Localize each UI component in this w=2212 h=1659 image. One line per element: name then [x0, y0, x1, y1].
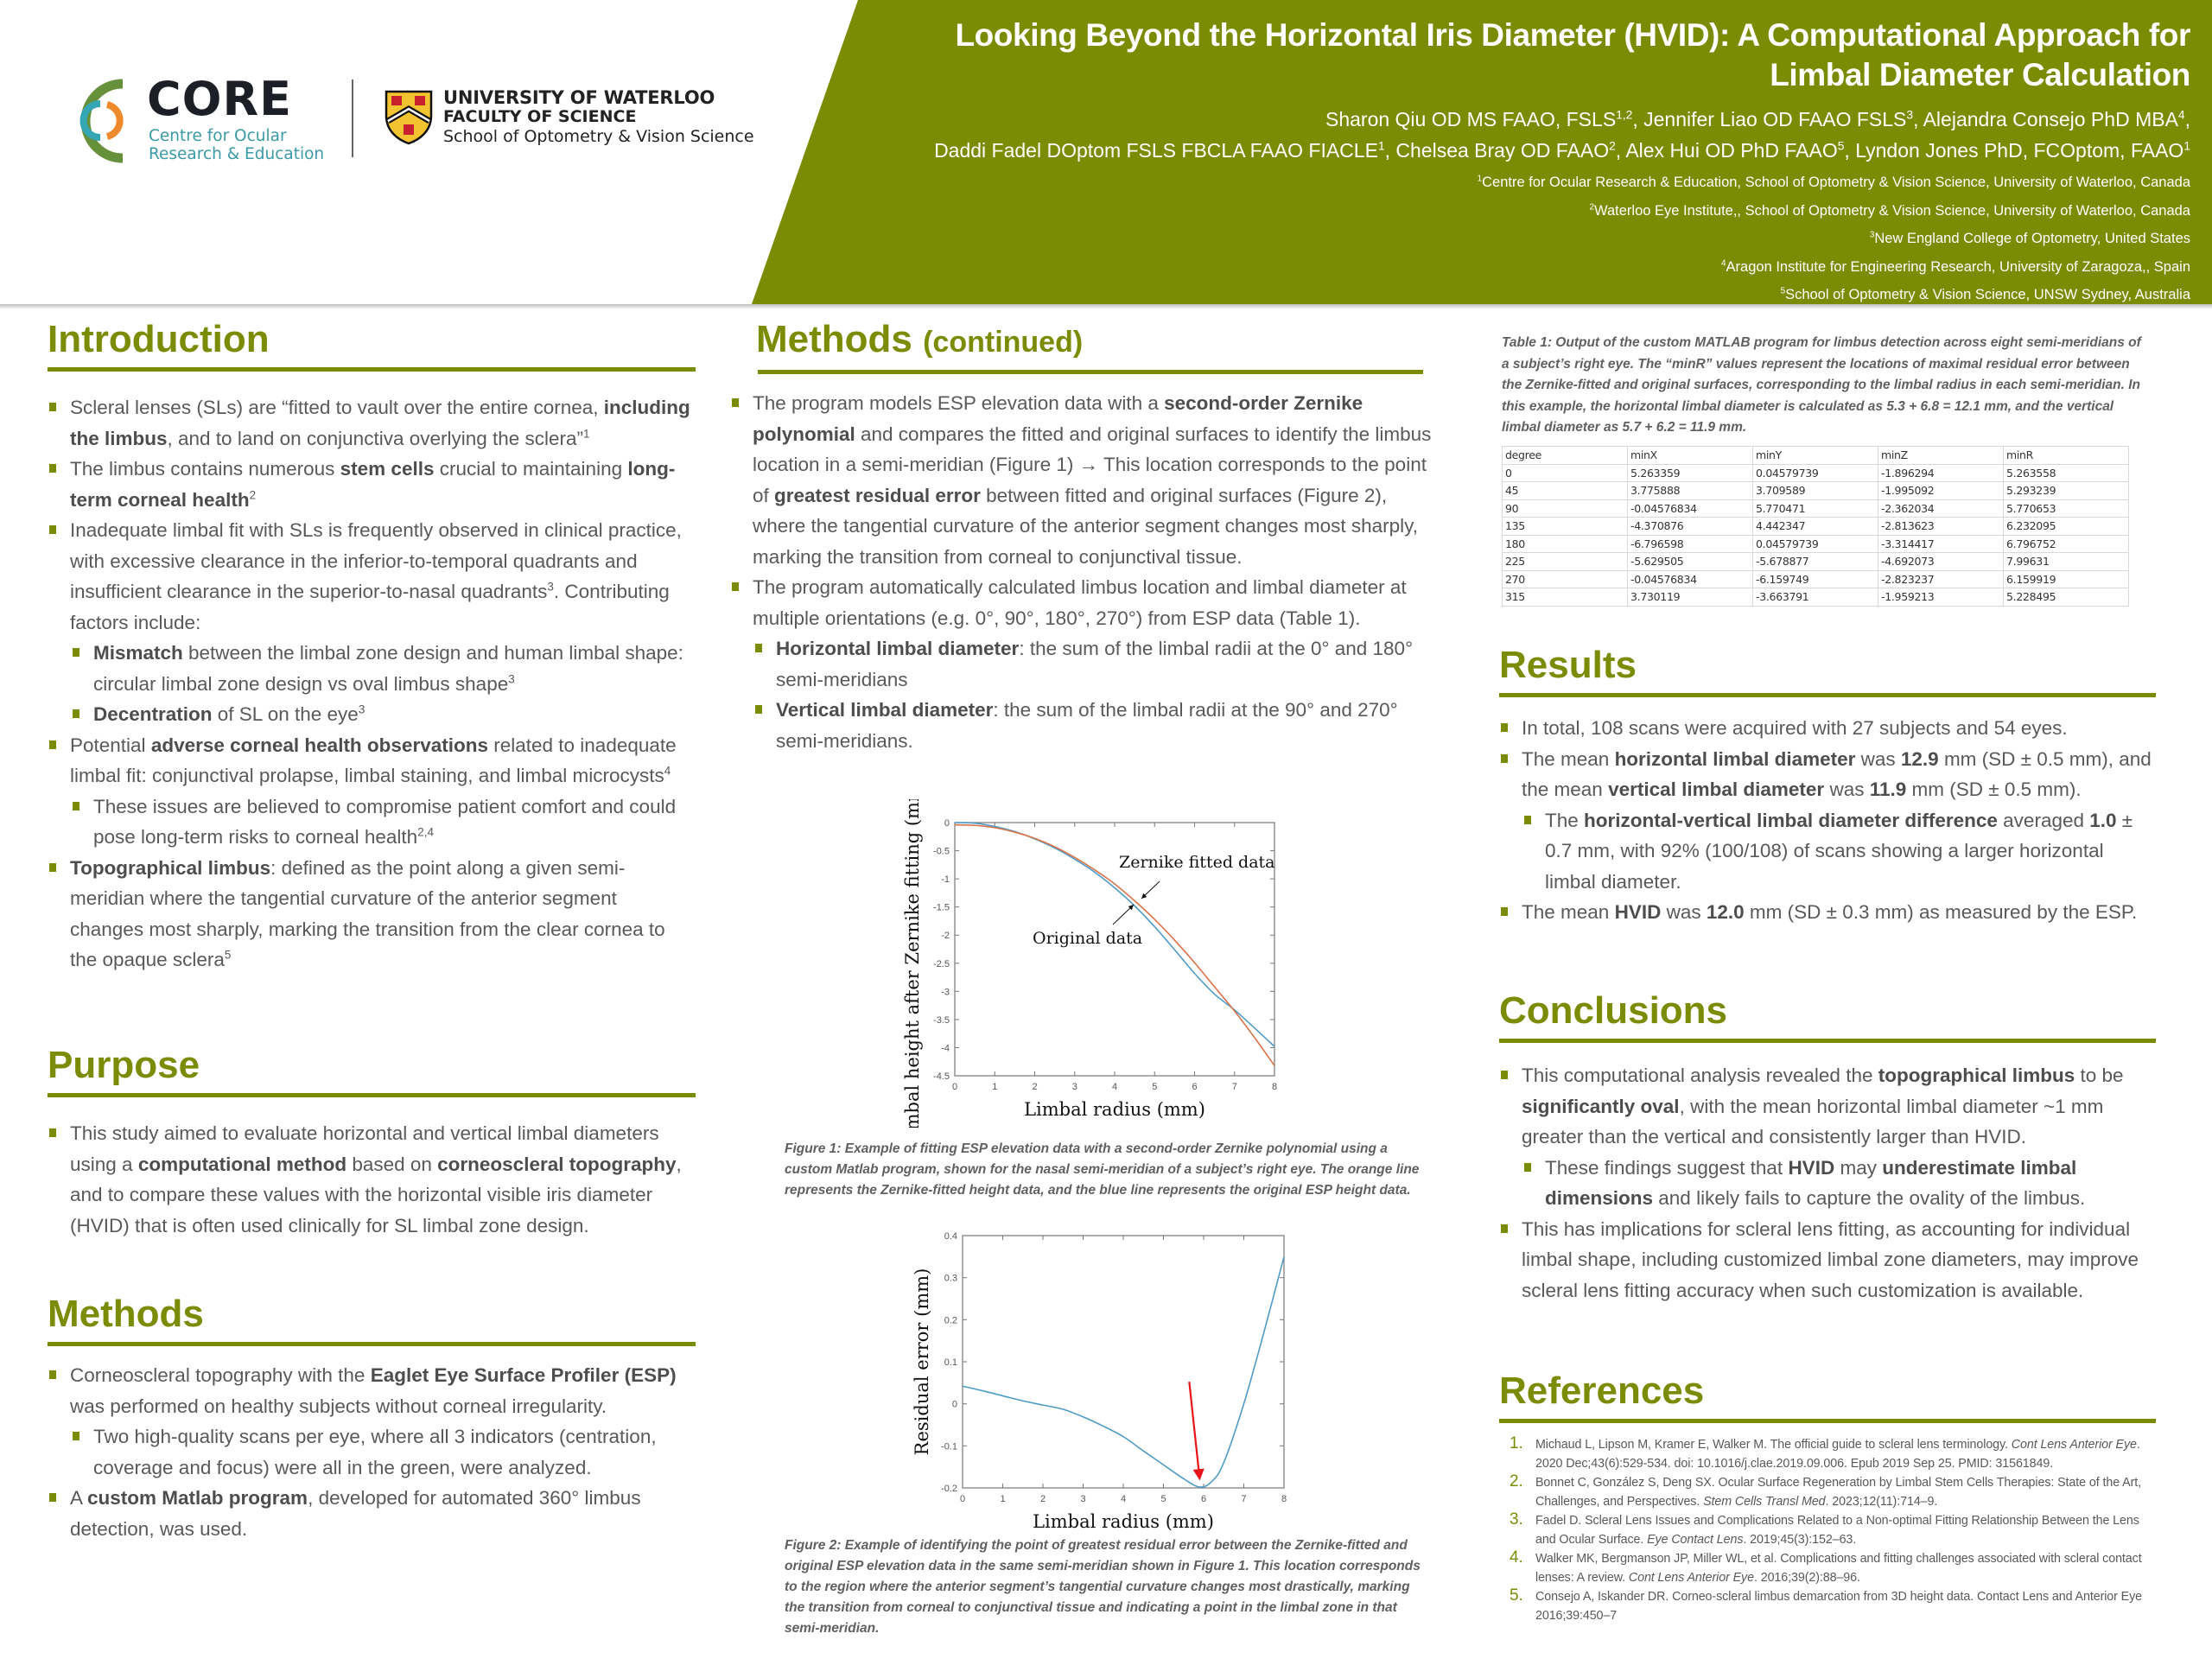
- core-subtitle-line1: Centre for Ocular: [149, 127, 287, 145]
- table-cell: -1.995092: [1878, 482, 2004, 500]
- affiliation: [808, 225, 2190, 253]
- author-separator: ,: [1632, 108, 1644, 130]
- conclusions-heading: Conclusions: [1499, 989, 1728, 1032]
- table-cell: -0.04576834: [1628, 570, 1753, 588]
- x-tick-label: 5: [1152, 1082, 1158, 1092]
- y-tick-label: 0: [951, 1399, 957, 1410]
- reference-item: [1510, 1587, 2156, 1625]
- list-item-sub: Decentration of SL on the eye$^3$: [48, 699, 696, 730]
- figure-2-caption: Figure 2: Example of identifying the point of greatest residual error between the Zernike-fitted and original ESP elevation data in the same semi-meridian shown in Figure 1. This location corresponds to the region where the anterior segment’s tangential curvature changes most drastically, marking the transition from corneal to conjunctival tissue and indicating a point in the limbal zone in that semi-meridian.: [785, 1538, 1421, 1636]
- author-separator: ,: [1384, 139, 1396, 162]
- conclusions-list: [1499, 1060, 2156, 1306]
- table-1: [1502, 446, 2129, 607]
- results-section: [1499, 641, 2156, 928]
- list-item: The mean horizontal limbal diameter was 12.9 mm (SD ± 0.5 mm), and the mean vertical limbal diameter was 11.9 mm (SD ± 0.5 mm).: [1499, 744, 2156, 805]
- figure-2: [899, 1218, 1296, 1542]
- conclusions-rule: [1499, 1039, 2156, 1043]
- y-tick-label: -1.5: [933, 902, 950, 913]
- table-cell: -1.896294: [1878, 464, 2004, 482]
- y-tick-label: -0.5: [933, 846, 950, 857]
- table-cell: -2.813623: [1878, 518, 2004, 536]
- affiliation: [808, 197, 2190, 226]
- table-row: [1503, 499, 2129, 518]
- x-tick-label: 0: [951, 1082, 958, 1092]
- annotation-zernike-fitted: Zernike fitted data: [1119, 853, 1275, 872]
- table-row: [1503, 553, 2129, 571]
- table-cell: 6.796752: [2004, 535, 2129, 553]
- list-item: This computational analysis revealed the topographical limbus to be significantly oval, with the mean horizontal limbal diameter ~1 mm greater than the vertical and consistently larger than HVID.: [1499, 1060, 2156, 1153]
- methods-continued-rule: [758, 370, 1423, 374]
- poster-title-line1: Looking Beyond the Horizontal Iris Diameter (HVID): A Computational Approach for: [955, 17, 2190, 53]
- affiliation-number: 2: [1589, 202, 1595, 212]
- y-tick-label: -4: [941, 1043, 950, 1054]
- introduction-rule: [48, 367, 696, 372]
- author-separator: ,: [1615, 139, 1626, 162]
- reference-number: 4.: [1510, 1548, 1523, 1567]
- author-line-1: [808, 104, 2190, 135]
- x-tick-label: 8: [1271, 1082, 1278, 1092]
- affiliation: [808, 281, 2190, 309]
- reference-item: [1510, 1549, 2156, 1587]
- affiliation-number: 5: [1780, 286, 1786, 296]
- table-1-caption: Table 1: Output of the custom MATLAB program for limbus detection across eight semi-meridians of a subject’s right eye. The “minR” values represent the locations of maximal residual error between the Zernike-fitted and original surfaces, corresponding to the limbal radius in each semi-meridian. In this example, the horizontal limbal diameter is calculated as 5.3 + 6.8 = 12.1 mm, and the vertical limbal diameter as 5.7 + 6.2 = 11.9 mm.: [1502, 335, 2141, 435]
- author-name: Daddi Fadel DOptom FSLS FBCLA FAAO FIACLE: [934, 139, 1378, 162]
- table-cell: -5.629505: [1628, 553, 1753, 571]
- middle-column: [730, 315, 1434, 756]
- table-cell: 180: [1503, 535, 1628, 553]
- y-axis-label: Residual error (mm): [912, 1268, 932, 1456]
- author-name: Sharon Qiu OD MS FAAO, FSLS: [1325, 108, 1617, 130]
- table-cell: 3.730119: [1628, 588, 1753, 607]
- table-row: [1503, 570, 2129, 588]
- table-cell: 225: [1503, 553, 1628, 571]
- affiliation-text: New England College of Optometry, United States: [1874, 231, 2190, 246]
- author-affiliation-marker: 5: [1837, 139, 1845, 153]
- y-tick-label: -1: [941, 874, 950, 886]
- methods-continued-list: [730, 388, 1434, 756]
- table-cell: -3.314417: [1878, 535, 2004, 553]
- table-row: [1503, 464, 2129, 482]
- author-line-2: [808, 135, 2190, 166]
- reference-item: [1510, 1511, 2156, 1549]
- table-cell: -2.823237: [1878, 570, 2004, 588]
- references-heading: References: [1499, 1370, 1705, 1412]
- x-tick-label: 2: [1039, 1494, 1046, 1504]
- reference-item: [1510, 1435, 2156, 1473]
- reference-details: . 2023;12(11):714–9.: [1825, 1495, 1938, 1509]
- table-row: [1503, 588, 2129, 607]
- x-tick-label: 4: [1111, 1082, 1118, 1092]
- reference-text: Michaud L, Lipson M, Kramer E, Walker M. The official guide to scleral lens terminology.: [1535, 1438, 2012, 1452]
- table-cell: 270: [1503, 570, 1628, 588]
- list-item: This study aimed to evaluate horizontal and vertical limbal diameters using a computational method based on corneoscleral topography, and to compare these values with the horizontal visible iris diameter (HVID) that is often used clinically for SL limbal zone design.: [48, 1118, 696, 1241]
- table-cell: 90: [1503, 499, 1628, 518]
- poster-title: [808, 16, 2190, 95]
- reference-details: . 2019;45(3):152–63.: [1743, 1533, 1857, 1547]
- table-cell: 0: [1503, 464, 1628, 482]
- table-cell: -6.796598: [1628, 535, 1753, 553]
- table-row: [1503, 518, 2129, 536]
- x-tick-label: 7: [1241, 1494, 1247, 1504]
- uw-name: UNIVERSITY OF WATERLOO: [443, 87, 715, 108]
- table-cell: -6.159749: [1753, 570, 1878, 588]
- author-separator: ,: [1844, 139, 1856, 162]
- list-item-sub: Mismatch between the limbal zone design and human limbal shape: circular limbal zone design vs oval limbus shape$^3$: [48, 638, 696, 699]
- table-header-cell: minZ: [1878, 447, 2004, 465]
- reference-journal: Eye Contact Lens: [1647, 1533, 1744, 1547]
- table-cell: -5.678877: [1753, 553, 1878, 571]
- table-cell: 0.04579739: [1753, 464, 1878, 482]
- conclusions-section: [1499, 987, 2156, 1306]
- introduction-section: [48, 315, 696, 976]
- methods-rule: [48, 1342, 696, 1346]
- list-item: Inadequate limbal fit with SLs is frequently observed in clinical practice, with excessive clearance in the inferior-to-temporal quadrants and insufficient clearance in the superior-to-nasal quadrants$^3$. Contributing factors include:: [48, 515, 696, 638]
- x-tick-label: 8: [1281, 1494, 1287, 1504]
- table-cell: 5.770471: [1753, 499, 1878, 518]
- purpose-list: [48, 1118, 696, 1241]
- table-cell: 7.99631: [2004, 553, 2129, 571]
- x-tick-label: 3: [1071, 1082, 1077, 1092]
- x-tick-label: 6: [1200, 1494, 1207, 1504]
- table-cell: 5.293239: [2004, 482, 2129, 500]
- table-header-cell: minY: [1753, 447, 1878, 465]
- author-affiliation-marker: 4: [2177, 108, 2185, 122]
- affiliation-number: 4: [1721, 258, 1726, 268]
- reference-number: 1.: [1510, 1434, 1523, 1452]
- list-item: This has implications for scleral lens fitting, as accounting for individual limbal shape, including customized limbal zone diameters, may improve scleral lens fitting accuracy when such customization is available.: [1499, 1214, 2156, 1306]
- author-affiliation-marker: 3: [1906, 108, 1914, 122]
- y-tick-label: -4.5: [933, 1071, 950, 1082]
- reference-text: Consejo A, Iskander DR. Corneo-scleral limbus demarcation from 3D height data. Contact Lens and Anterior Eye 2016;39:450–7: [1535, 1590, 2143, 1623]
- table-cell: 45: [1503, 482, 1628, 500]
- x-tick-label: 1: [992, 1082, 998, 1092]
- core-subtitle: [149, 127, 324, 163]
- reference-details: . 2016;39(2):88–96.: [1753, 1571, 1860, 1585]
- figure-1-caption: Figure 1: Example of fitting ESP elevation data with a second-order Zernike polynomial using a custom Matlab program, shown for the nasal semi-meridian of a subject’s right eye. The orange line represents the Zernike-fitted height data, and the blue line represents the original ESP height data.: [785, 1141, 1420, 1198]
- table-cell: -4.692073: [1878, 553, 2004, 571]
- left-column: [48, 315, 696, 1540]
- results-heading: Results: [1499, 644, 1637, 686]
- table-header-cell: minR: [2004, 447, 2129, 465]
- x-axis-label: Limbal radius (mm): [1033, 1511, 1214, 1532]
- x-tick-label: 7: [1231, 1082, 1237, 1092]
- logo-divider: [352, 79, 353, 157]
- methods-continued-section: [730, 315, 1434, 756]
- reference-text: Bonnet C, González S, Deng SX. Ocular Surface Regeneration by Limbal Stem Cells Therapies: State of the Art, Challenges, and Perspectives.: [1535, 1476, 2141, 1509]
- author-name: Lyndon Jones PhD, FCOptom, FAAO: [1855, 139, 2184, 162]
- author-affiliation-marker: 2: [1609, 139, 1616, 153]
- list-item-sub: These issues are believed to compromise patient comfort and could pose long-term risks to corneal health$^{2,4}$: [48, 791, 696, 853]
- affiliation-text: School of Optometry & Vision Science, UNSW Sydney, Australia: [1785, 287, 2190, 302]
- results-list: [1499, 713, 2156, 928]
- table-cell: 6.232095: [2004, 518, 2129, 536]
- y-tick-label: 0.3: [944, 1273, 957, 1284]
- table-row: [1503, 535, 2129, 553]
- figure-1-chart: [899, 799, 1296, 1128]
- y-tick-label: -2: [941, 931, 950, 942]
- affiliation-text: Aragon Institute for Engineering Research, University of Zaragoza,, Spain: [1726, 258, 2190, 275]
- table-cell: -4.370876: [1628, 518, 1753, 536]
- introduction-list: [48, 392, 696, 976]
- reference-details: . 2020 Dec;43(6):529-534. doi: 10.1016/j.clae.2019.09.006. Epub 2019 Sep 25. PMID: 31561849.: [1535, 1438, 2140, 1471]
- affiliation-number: 1: [1477, 174, 1483, 184]
- methods-list: [48, 1360, 696, 1544]
- methods-continued-heading: Methods (continued): [756, 318, 1084, 360]
- poster-title-line2: Limbal Diameter Calculation: [1770, 57, 2190, 92]
- affiliation-number: 3: [1869, 230, 1875, 240]
- author-separator: ,: [2184, 108, 2190, 130]
- author-name: Alejandra Consejo PhD MBA: [1923, 108, 2178, 130]
- table-header-cell: minX: [1628, 447, 1753, 465]
- list-item: Corneoscleral topography with the Eaglet Eye Surface Profiler (ESP) was performed on healthy subjects without corneal irregularity.: [48, 1360, 696, 1421]
- reference-journal: Cont Lens Anterior Eye: [1628, 1571, 1754, 1585]
- uwaterloo-text: [443, 88, 754, 147]
- reference-item: [1510, 1473, 2156, 1511]
- plot-area: [963, 1236, 1284, 1488]
- affiliation: [808, 253, 2190, 282]
- list-item-sub: The horizontal-vertical limbal diameter difference averaged 1.0 ± 0.7 mm, with 92% (100/108) of scans showing a larger horizontal limbal diameter.: [1499, 805, 2156, 898]
- table-cell: 3.709589: [1753, 482, 1878, 500]
- table-cell: -3.663791: [1753, 588, 1878, 607]
- figure-2-chart: [899, 1218, 1296, 1538]
- x-tick-label: 3: [1080, 1494, 1086, 1504]
- methods-heading: Methods: [48, 1293, 204, 1335]
- list-item: Topographical limbus: defined as the point along a given semi-meridian where the tangential curvature of the anterior segment changes most sharply, marking the transition from the clear cornea to the opaque sclera$^5$: [48, 853, 696, 976]
- list-item-sub: Horizontal limbal diameter: the sum of the limbal radii at the 0° and 180° semi-meridians: [730, 633, 1434, 695]
- figure-1: [899, 799, 1296, 1132]
- list-item-sub: Vertical limbal diameter: the sum of the limbal radii at the 90° and 270° semi-meridians.: [730, 695, 1434, 756]
- table-cell: 4.442347: [1753, 518, 1878, 536]
- affiliation-text: Centre for Ocular Research & Education, School of Optometry & Vision Science, University of Waterloo, Canada: [1482, 175, 2190, 190]
- reference-journal: Cont Lens Anterior Eye: [2011, 1438, 2137, 1452]
- author-affiliation-marker: 1,2: [1616, 108, 1633, 122]
- author-name: Chelsea Bray OD FAAO: [1395, 139, 1610, 162]
- core-logo: [69, 73, 328, 168]
- table-cell: 0.04579739: [1753, 535, 1878, 553]
- results-rule: [1499, 693, 2156, 697]
- y-tick-label: -0.1: [941, 1441, 957, 1452]
- core-wordmark: CORE: [147, 72, 293, 126]
- y-axis-label: Limbal height after Zernike fitting (mm): [902, 799, 923, 1128]
- table-cell: -2.362034: [1878, 499, 2004, 518]
- purpose-rule: [48, 1093, 696, 1097]
- y-tick-label: -0.2: [941, 1484, 957, 1494]
- y-tick-label: -3: [941, 987, 950, 998]
- author-name: Jennifer Liao OD FAAO FSLS: [1643, 108, 1907, 130]
- methods-section: [48, 1290, 696, 1544]
- references-rule: [1499, 1419, 2156, 1423]
- x-tick-label: 4: [1120, 1494, 1127, 1504]
- table-cell: 5.228495: [2004, 588, 2129, 607]
- list-item: Potential adverse corneal health observations related to inadequate limbal fit: conjunctival prolapse, limbal staining, and limbal microcysts$^4$: [48, 730, 696, 791]
- y-tick-label: 0.4: [944, 1231, 957, 1242]
- list-item: The limbus contains numerous stem cells crucial to maintaining long-term corneal health$^2$: [48, 454, 696, 515]
- affiliation: [808, 168, 2190, 197]
- introduction-heading: Introduction: [48, 318, 270, 360]
- purpose-section: [48, 1041, 696, 1241]
- x-tick-label: 6: [1192, 1082, 1198, 1092]
- x-axis-label: Limbal radius (mm): [1024, 1099, 1205, 1120]
- table-cell: 3.775888: [1628, 482, 1753, 500]
- x-tick-label: 1: [1000, 1494, 1006, 1504]
- list-item: The mean HVID was 12.0 mm (SD ± 0.3 mm) as measured by the ESP.: [1499, 897, 2156, 928]
- annotation-original-data: Original data: [1033, 929, 1143, 948]
- reference-number: 3.: [1510, 1510, 1523, 1529]
- list-item-sub: Two high-quality scans per eye, where all 3 indicators (centration, coverage and focus) were all in the green, were analyzed.: [48, 1421, 696, 1483]
- list-item: Scleral lenses (SLs) are “fitted to vault over the entire cornea, including the limbus, and to land on conjunctiva overlying the sclera”$^1$: [48, 392, 696, 454]
- x-tick-label: 0: [959, 1494, 966, 1504]
- uw-faculty: FACULTY OF SCIENCE: [443, 107, 637, 126]
- references-section: [1499, 1367, 2156, 1625]
- y-tick-label: -2.5: [933, 958, 950, 969]
- table-cell: 6.159919: [2004, 570, 2129, 588]
- table-cell: 135: [1503, 518, 1628, 536]
- poster-header: [0, 0, 2212, 309]
- x-tick-label: 5: [1160, 1494, 1166, 1504]
- uwaterloo-shield-icon: [385, 90, 433, 145]
- affiliation-list: [808, 168, 2190, 309]
- reference-text: Fadel D. Scleral Lens Issues and Complications Related to a Non-optimal Fitting Relationship Between the Lens and Ocular Surface.: [1535, 1514, 2139, 1547]
- purpose-heading: Purpose: [48, 1044, 200, 1086]
- author-list: [808, 104, 2190, 166]
- list-item: The program models ESP elevation data with a second-order Zernike polynomial and compares the fitted and original surfaces to identify the limbus location in a semi-meridian (Figure 1) → This location corresponds to the point of greatest residual error between fitted and original surfaces (Figure 2), where the tangential curvature of the anterior segment changes most sharply, marking the transition from corneal to conjunctival tissue.: [730, 388, 1434, 572]
- table-row: [1503, 482, 2129, 500]
- core-ring-icon: [69, 73, 138, 168]
- table-cell: 5.263558: [2004, 464, 2129, 482]
- table-header-cell: degree: [1503, 447, 1628, 465]
- x-tick-label: 2: [1032, 1082, 1038, 1092]
- list-item: The program automatically calculated limbus location and limbal diameter at multiple orientations (e.g. 0°, 90°, 180°, 270°) from ESP data (Table 1).: [730, 572, 1434, 633]
- table-cell: 5.263359: [1628, 464, 1753, 482]
- author-affiliation-marker: 1: [2183, 139, 2190, 153]
- affiliation-text: Waterloo Eye Institute,, School of Optometry & Vision Science, University of Waterloo, Canada: [1594, 202, 2190, 219]
- author-separator: ,: [1913, 108, 1923, 130]
- list-item: In total, 108 scans were acquired with 27 subjects and 54 eyes.: [1499, 713, 2156, 744]
- table-header-row: [1503, 447, 2129, 465]
- reference-number: 2.: [1510, 1472, 1523, 1491]
- core-subtitle-line2: Research & Education: [149, 145, 325, 163]
- reference-number: 5.: [1510, 1586, 1523, 1605]
- y-tick-label: 0: [944, 818, 950, 829]
- author-name: Alex Hui OD PhD FAAO: [1625, 139, 1838, 162]
- table-cell: 5.770653: [2004, 499, 2129, 518]
- reference-text: Walker MK, Bergmanson JP, Miller WL, et al. Complications and fitting challenges associated with scleral contact lenses: A review.: [1535, 1552, 2142, 1585]
- title-block: [808, 16, 2190, 309]
- y-tick-label: -3.5: [933, 1014, 950, 1026]
- y-tick-label: 0.2: [944, 1315, 957, 1326]
- table-cell: 315: [1503, 588, 1628, 607]
- list-item: A custom Matlab program, developed for automated 360° limbus detection, was used.: [48, 1483, 696, 1544]
- table-cell: -0.04576834: [1628, 499, 1753, 518]
- author-affiliation-marker: 1: [1377, 139, 1385, 153]
- uw-school: School of Optometry & Vision Science: [443, 127, 754, 146]
- right-column: [1499, 641, 2156, 1623]
- reference-journal: Stem Cells Transl Med: [1703, 1495, 1826, 1509]
- list-item-sub: These findings suggest that HVID may underestimate limbal dimensions and likely fails to capture the ovality of the limbus.: [1499, 1153, 2156, 1214]
- references-list: [1499, 1435, 2156, 1625]
- table-cell: -1.959213: [1878, 588, 2004, 607]
- y-tick-label: 0.1: [944, 1357, 957, 1368]
